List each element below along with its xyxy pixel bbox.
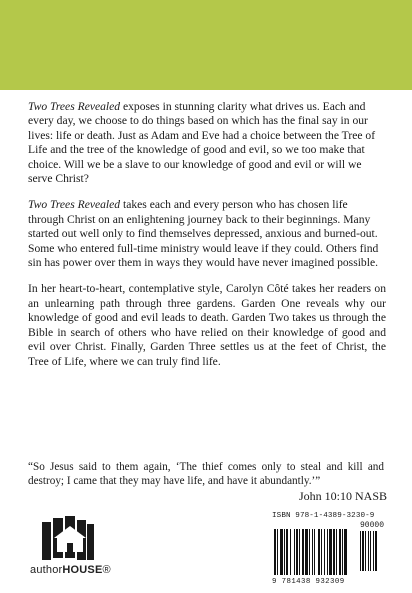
publisher-wordmark [30, 564, 116, 576]
blurb-text: exposes in stunning clarity what drives us. Each and every day, we choose to do things based on which has the final say in our lives: life or death. Just as Adam and Eve had a choice between the Tree of Life and the tree of the knowledge of good and evil, so we too make that choice. Will we be a slave to our knowledge of good and evil or will we serve Christ? [28, 100, 376, 186]
isbn-barcode [272, 512, 388, 588]
wordmark-part1: author [30, 564, 63, 576]
cover-top-band [0, 0, 412, 90]
book-title-italic: Two Trees Revealed [28, 100, 121, 113]
wordmark-part2: HOUSE [62, 564, 103, 576]
scripture-quote: “So Jesus said to them again, ‘The thief comes only to steal and kill and destroy; I came that they may have life, and have it abundantly.’” [28, 461, 384, 487]
blurb-paragraph-2 [28, 198, 386, 270]
blurb-paragraph-1 [28, 100, 386, 186]
authorhouse-logo-icon [38, 516, 98, 564]
blurb-paragraph-3: In her heart-to-heart, contemplative style, Carolyn Côté takes her readers on an unlearning path through three gardens. Garden One reveals why our knowledge of good and evil leads to death. Garden Two takes us through the Bible in search of others who have relied on their knowledge of good and evil over Christ. Finally, Garden Three settles us at the feet of Christ, the Tree of Life, where we can truly find life. [28, 282, 386, 368]
blurb-text: takes each and every person who has chosen life through Christ on an enlightening journey back to their beginnings. Many started out well only to find themselves depressed, anxious and burned-out. Some who entered full-time ministry would leave if they could. Others find sin has power over them in ways they would have never imagined possible. [28, 198, 379, 270]
scripture-citation: John 10:10 NASB [298, 489, 387, 503]
back-cover-text [28, 100, 386, 381]
barcode-number: 9 781438 932309 [272, 578, 345, 586]
book-title-italic: Two Trees Revealed [28, 198, 121, 212]
publisher-logo [30, 516, 112, 586]
registered-mark: ® [102, 564, 111, 576]
barcode-bars [272, 529, 388, 577]
isbn-number: ISBN 978-1-4389-3230-9 [272, 512, 375, 520]
price-code: 90000 [360, 521, 385, 530]
